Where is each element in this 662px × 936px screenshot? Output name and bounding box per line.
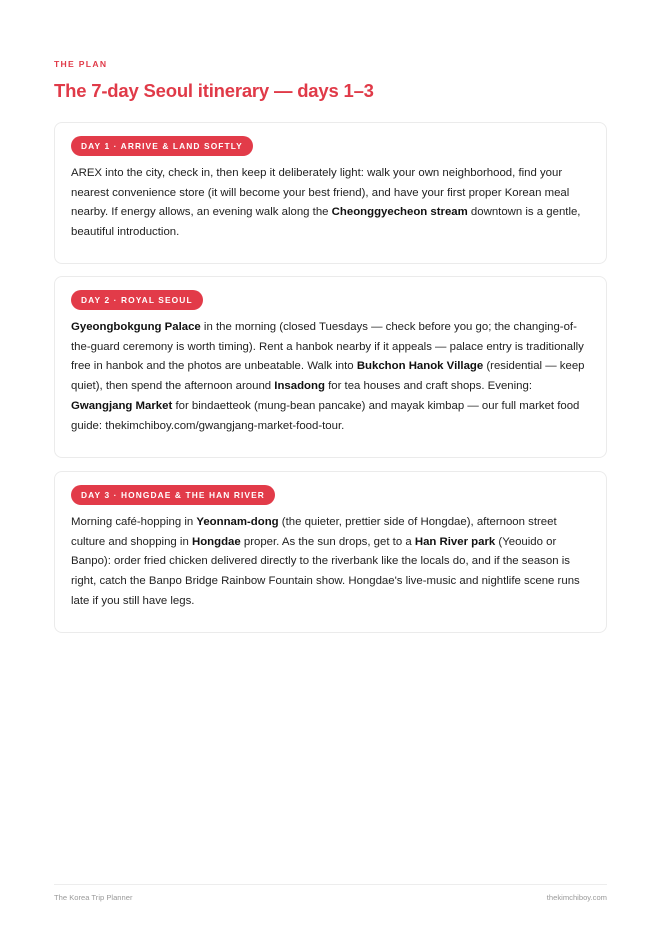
day-2-description: Gyeongbokgung Palace in the morning (closed Tuesdays — check before you go; the changing-of-the-guard ceremony is worth timing). Rent a hanbok nearby if it appeals — palace entry is traditionally free in hanbok and the photos are unbeatable. Walk into Bukchon Hanok Village (residential — keep quiet), then spend the afternoon around Insadong for tea houses and craft shops. Evening: Gwangjang Market for bindaetteok (mung-bean pancake) and mayak kimbap — our full market food guide: thekimchiboy.com/gwangjang-market-food-tour.: [71, 321, 585, 432]
day-3-badge: DAY 3 · HONGDAE & THE HAN RIVER: [71, 485, 275, 505]
day-2-card: [54, 276, 607, 458]
day-3-card: [54, 471, 607, 633]
day-2-badge: DAY 2 · ROYAL SEOUL: [71, 290, 203, 310]
day-3-description: Morning café-hopping in Yeonnam-dong (the quieter, prettier side of Hongdae), afternoon street culture and shopping in Hongdae proper. As the sun drops, get to a Han River park (Yeouido or Banpo): order fried chicken delivered directly to the riverbank like the locals do, and if the season is right, catch the Banpo Bridge Rainbow Fountain show. Hongdae's live-music and nightlife scene runs late if you still have legs.: [71, 516, 580, 607]
day-1-badge: DAY 1 · ARRIVE & LAND SOFTLY: [71, 136, 253, 156]
day-1-card: [54, 122, 607, 264]
day-1-description: AREX into the city, check in, then keep it deliberately light: walk your own neighborhood, find your nearest convenience store (it will become your best friend), and have your first proper Korean meal nearby. If energy allows, an evening walk along the Cheonggyecheon stream downtown is a gentle, beautiful introduction.: [71, 167, 581, 239]
page-title: The 7-day Seoul itinerary — days 1–3: [54, 80, 374, 101]
page-eyebrow: THE PLAN: [54, 59, 108, 69]
footer-publication: The Korea Trip Planner: [54, 893, 133, 902]
footer-site: thekimchiboy.com: [546, 893, 607, 902]
footer-divider: [54, 884, 607, 885]
